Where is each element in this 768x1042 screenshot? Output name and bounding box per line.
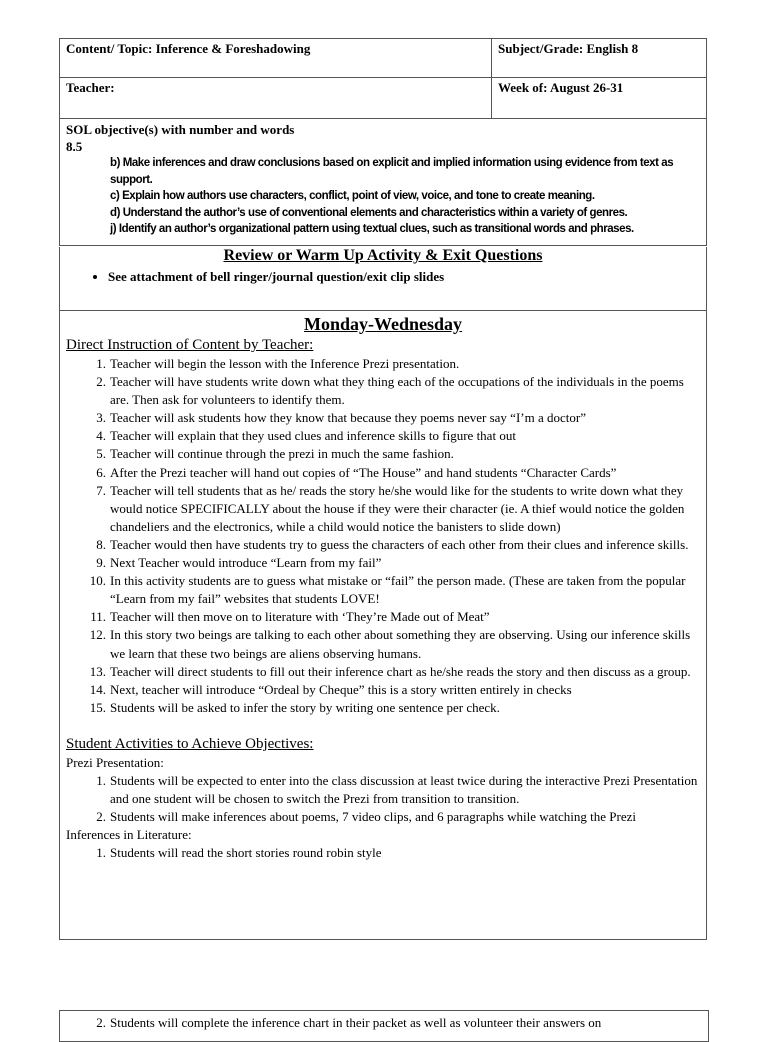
- sol-item: b) Make inferences and draw conclusions based on explicit and implied information using evidence from text as support.: [110, 157, 674, 186]
- list-text: Teacher would then have students try to guess the characters of each other from their clues and inference skills.: [110, 536, 689, 552]
- list-item: [60, 1014, 708, 1032]
- list-number: 13.: [89, 663, 106, 679]
- list-item: [66, 536, 700, 554]
- review-section: [59, 247, 707, 311]
- list-text: Teacher will begin the lesson with the Inference Prezi presentation.: [110, 356, 460, 371]
- lesson-plan-page: [59, 38, 707, 940]
- prezi-label: Prezi Presentation:: [66, 754, 164, 770]
- sol-item: c) Explain how authors use characters, conflict, point of view, voice, and tone to create meaning.: [110, 190, 595, 202]
- header-table: [59, 38, 707, 119]
- list-text: After the Prezi teacher will hand out copies of “The House” and hand students “Character Cards”: [110, 464, 617, 480]
- list-text: Teacher will tell students that as he/ reads the story he/she would like for the students to write down what they would notice SPECIFICALLY about the house if they were their character (ie. A thief would notice the golden chandeliers and the electronics, while a child would notice the banisters to slide down): [110, 482, 685, 534]
- list-text: Teacher will continue through the prezi in much the same fashion.: [110, 446, 454, 462]
- review-bullet: • See attachment of bell ringer/journal question/exit clip slides: [108, 269, 700, 285]
- list-item: [66, 626, 700, 662]
- list-number: 3.: [96, 410, 106, 426]
- list-number: 5.: [96, 446, 106, 462]
- list-text: Teacher will ask students how they know that because they poems never say “I’m a doctor”: [110, 410, 586, 426]
- list-text: Teacher will direct students to fill out their inference chart as he/she reads the story and then discuss as a group.: [110, 663, 691, 679]
- list-number: 14.: [89, 681, 106, 697]
- list-text: Students will be asked to infer the story by writing one sentence per check.: [110, 699, 500, 715]
- direct-instruction-heading: Direct Instruction of Content by Teacher:: [66, 337, 314, 353]
- list-item: [66, 772, 700, 808]
- direct-instruction-list: [66, 355, 700, 717]
- literature-list: [66, 844, 700, 862]
- list-text: Teacher will then move on to literature with ‘They’re Made out of Meat”: [110, 609, 490, 625]
- list-text: In this activity students are to guess what mistake or “fail” the person made. (These are taken from the popular “Learn from my fail” websites that students LOVE!: [110, 573, 686, 607]
- list-number: 9.: [96, 555, 106, 571]
- list-text: Next Teacher would introduce “Learn from my fail”: [110, 555, 382, 571]
- sol-item: d) Understand the author’s use of conventional elements and characteristics within a variety of genres.: [110, 206, 628, 219]
- list-item: [66, 663, 700, 681]
- list-item: [66, 464, 700, 482]
- list-item: [66, 482, 700, 536]
- list-item: [66, 355, 700, 373]
- list-text: Teacher will explain that they used clues and inference skills to figure that out: [110, 428, 516, 444]
- week-cell: Week of: August 26-31: [492, 78, 707, 119]
- list-text: Next, teacher will introduce “Ordeal by Cheque” this is a story written entirely in checks: [110, 681, 572, 697]
- list-item: [66, 445, 700, 463]
- literature-label: Inferences in Literature:: [66, 827, 192, 843]
- list-item: [66, 699, 700, 717]
- next-page-fragment: [59, 1010, 709, 1042]
- list-item: [66, 409, 700, 427]
- list-item: [66, 608, 700, 626]
- list-text: Students will make inferences about poems, 7 video clips, and 6 paragraphs while watching the Prezi: [110, 809, 636, 825]
- sol-list: [66, 155, 700, 238]
- list-item: [66, 681, 700, 699]
- prezi-list: [66, 772, 700, 826]
- teacher-cell: Teacher:: [60, 78, 492, 119]
- list-number: 11.: [90, 609, 106, 625]
- list-text: Students will complete the inference chart in their packet as well as volunteer their answers on: [110, 1015, 602, 1030]
- list-number: 2.: [96, 809, 106, 825]
- list-item: [66, 554, 700, 572]
- list-number: 1.: [96, 356, 106, 371]
- list-item: [66, 844, 700, 862]
- list-item: [66, 572, 700, 608]
- list-number: 15.: [89, 699, 106, 715]
- list-text: Students will be expected to enter into the class discussion at least twice during the interactive Prezi Presentation and one student will be chosen to switch the Prezi from transition to transition.: [110, 772, 698, 807]
- list-text: Teacher will have students write down what they thing each of the occupations of the individuals in the poems are. Then ask for volunteers to identify them.: [110, 374, 684, 408]
- list-number: 1.: [96, 772, 106, 788]
- list-text: In this story two beings are talking to each other about something they are observing. Using our inference skills we learn that these two beings are aliens observing humans.: [110, 627, 691, 661]
- list-number: 2.: [96, 374, 106, 390]
- sol-item: j) Identify an author’s organizational pattern using textual clues, such as transitional words and phrases.: [110, 223, 634, 235]
- sol-title: SOL objective(s) with number and words: [66, 122, 295, 137]
- list-number: 6.: [96, 464, 106, 480]
- list-number: 8.: [96, 536, 106, 552]
- monday-wednesday-section: [59, 311, 707, 940]
- main-heading: Monday-Wednesday: [303, 314, 463, 334]
- list-item: [66, 373, 700, 409]
- list-number: 1.: [96, 845, 106, 861]
- list-text: Students will read the short stories round robin style: [110, 845, 382, 861]
- list-number: 4.: [96, 428, 106, 444]
- list-item: [66, 808, 700, 826]
- topic-cell: Content/ Topic: Inference & Foreshadowing: [60, 39, 492, 78]
- review-list: [66, 269, 700, 285]
- sol-number: 8.5: [66, 139, 83, 154]
- list-item: [66, 427, 700, 445]
- list-number: 10.: [89, 573, 106, 589]
- sol-objectives-section: [59, 119, 707, 246]
- list-number: 12.: [89, 627, 106, 643]
- student-activities-heading: Student Activities to Achieve Objectives:: [66, 735, 314, 752]
- list-number: 7.: [96, 482, 106, 498]
- subject-cell: Subject/Grade: English 8: [492, 39, 707, 78]
- list-number: 2.: [96, 1015, 106, 1030]
- review-heading: Review or Warm Up Activity & Exit Questions: [223, 247, 543, 264]
